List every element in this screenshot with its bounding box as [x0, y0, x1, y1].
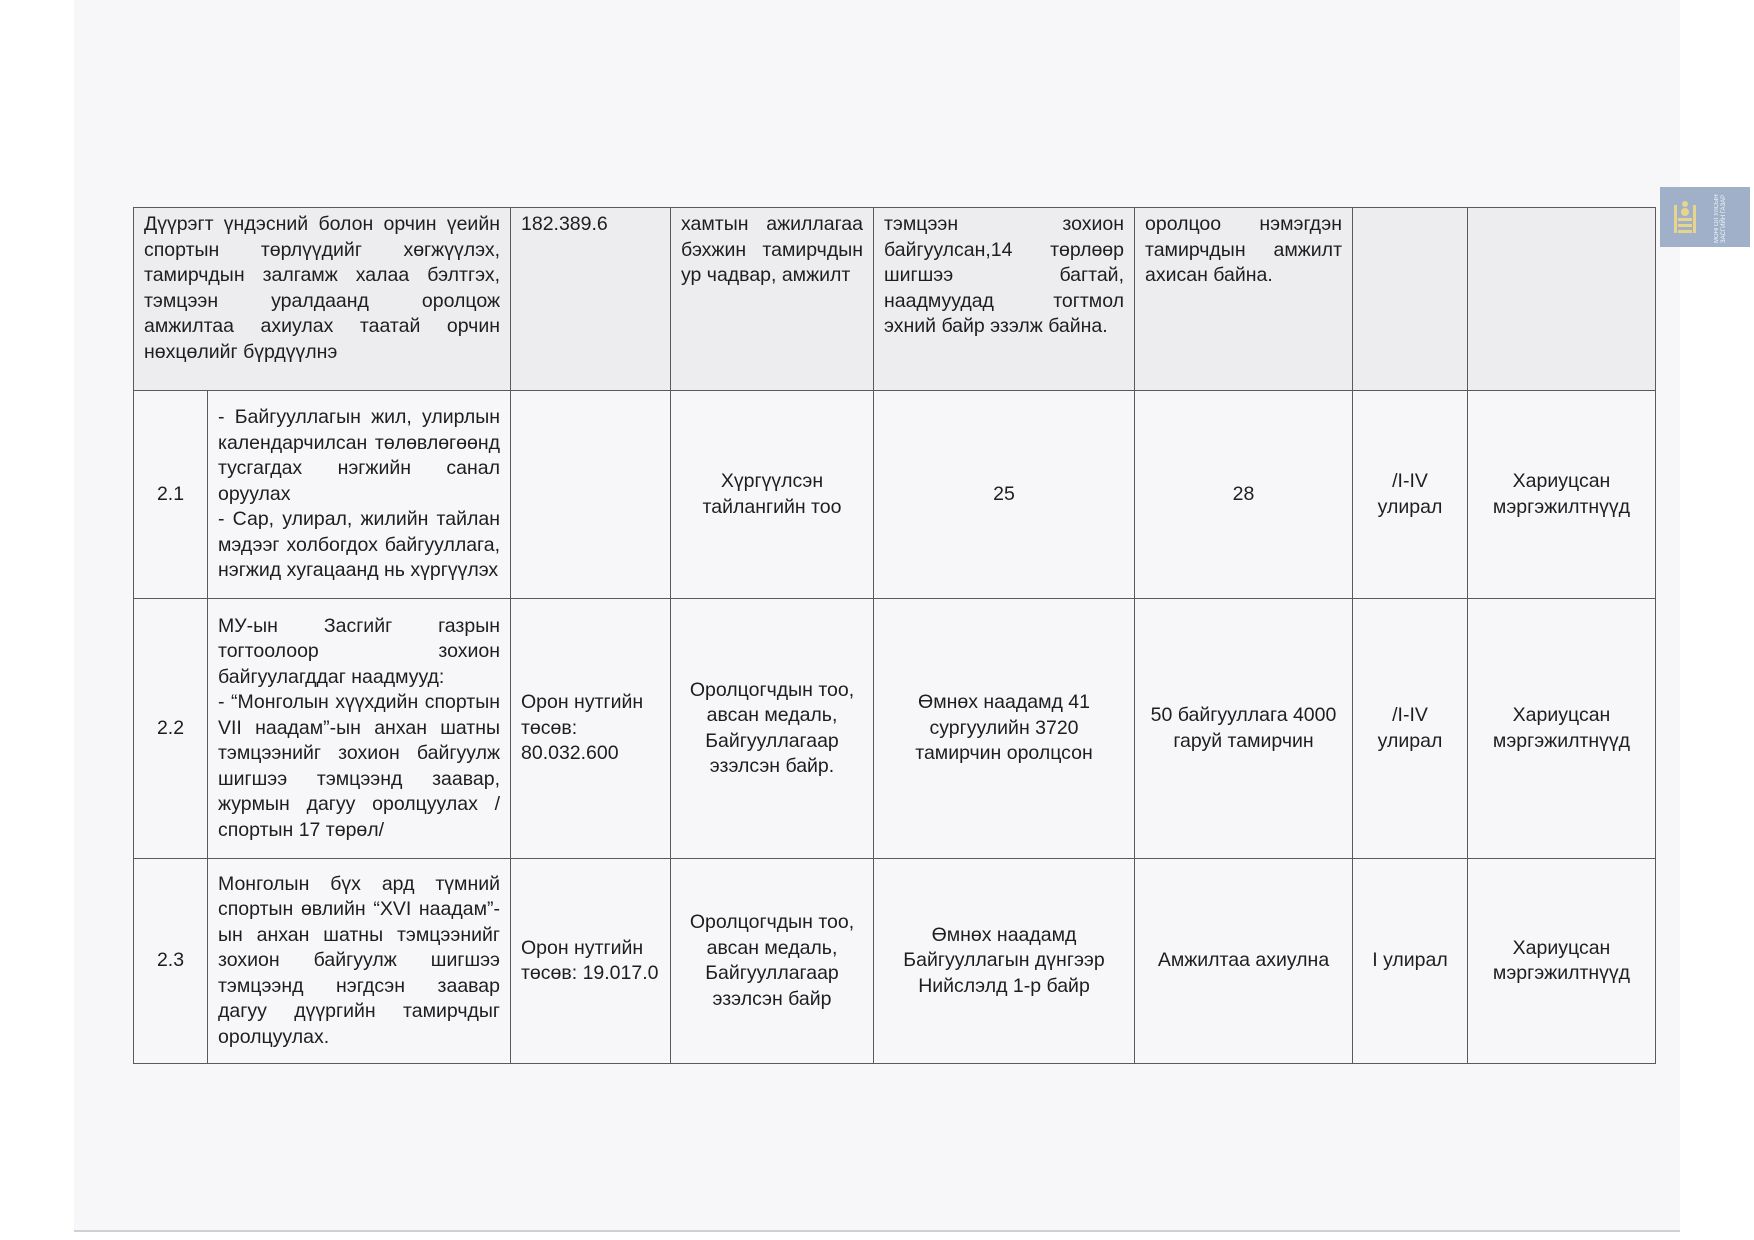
scan-edge-line — [74, 1230, 1680, 1232]
period-cell: /I-IV улирал — [1353, 391, 1468, 599]
budget-cell: Орон нутгийн төсөв: 19.017.0 — [511, 859, 671, 1064]
task-cell: Монголын бүх ард түмний спортын өвлийн “XVI наадам”-ын анхан шатны тэмцээнийг зохион байгуулж шигшээ тэмцээнд нэгдсэн заавар дагуу дүүргийн тамирчдыг оролцуулах. — [208, 859, 511, 1064]
indicator-cell: Хүргүүлсэн тайлангийн тоо — [671, 391, 874, 599]
soyombo-emblem-icon — [1668, 197, 1702, 237]
table-row — [134, 391, 1656, 599]
target-cell: оролцоо нэмэгдэн тамирчдын амжилт ахисан байна. — [1135, 208, 1353, 391]
indicator-cell: Оролцогчдын тоо, авсан медаль, Байгууллагаар эзэлсэн байр. — [671, 599, 874, 859]
baseline-cell: тэмцээн зохион байгуулсан,14 төрлөөр шигшээ багтай, наадмуудад тогтмол эхний байр эзэлж байна. — [874, 208, 1135, 391]
budget-cell — [511, 391, 671, 599]
row-number-cell: 2.3 — [134, 859, 208, 1064]
target-cell: Амжилтаа ахиулна — [1135, 859, 1353, 1064]
plan-table — [133, 207, 1656, 1064]
responsible-cell: Хариуцсан мэргэжилтнүүд — [1468, 391, 1656, 599]
baseline-cell: Өмнөх наадамд Байгууллагын дүнгээр Нийслэлд 1-р байр — [874, 859, 1135, 1064]
task-cell: МУ-ын Засгийг газрын тогтоолоор зохион байгуулагддаг наадмууд: - “Монголын хүүхдийн спортын VII наадам”-ын анхан шатны тэмцээнийг зохион байгуулж шигшээ тэмцээнд заавар, журмын дагуу оролцуулах /спортын 17 төрөл/ — [208, 599, 511, 859]
table-row — [134, 859, 1656, 1064]
baseline-cell: 25 — [874, 391, 1135, 599]
indicator-cell: хамтын ажиллагаа бэхжин тамирчдын ур чадвар, амжилт — [671, 208, 874, 391]
target-cell: 28 — [1135, 391, 1353, 599]
baseline-cell: Өмнөх наадамд 41 сургуулийн 3720 тамирчин оролцсон — [874, 599, 1135, 859]
table-row — [134, 599, 1656, 859]
logo-text: МОНГОЛ УЛСЫН ЗАСГИЙН ГАЗАР — [1714, 194, 1727, 243]
task-cell: - Байгууллагын жил, улирлын календарчилсан төлөвлөгөөнд тусгагдах нэгжийн санал оруулах - Сар, улирал, жилийн тайлан мэдээг холбогдох байгууллага, нэгжид хугацаанд нь хүргүүлэх — [208, 391, 511, 599]
target-cell: 50 байгууллага 4000 гаруй тамирчин — [1135, 599, 1353, 859]
row-number-cell: 2.2 — [134, 599, 208, 859]
indicator-cell: Оролцогчдын тоо, авсан медаль, Байгууллагаар эзэлсэн байр — [671, 859, 874, 1064]
table-row — [134, 208, 1656, 391]
responsible-cell — [1468, 208, 1656, 391]
period-cell: I улирал — [1353, 859, 1468, 1064]
period-cell: /I-IV улирал — [1353, 599, 1468, 859]
budget-cell: Орон нутгийн төсөв: 80.032.600 — [511, 599, 671, 859]
budget-cell: 182.389.6 — [511, 208, 671, 391]
responsible-cell: Хариуцсан мэргэжилтнүүд — [1468, 859, 1656, 1064]
row-number-cell: 2.1 — [134, 391, 208, 599]
task-cell: Дүүрэгт үндэсний болон орчин үеийн спортын төрлүүдийг хөгжүүлэх, тамирчдын залгамж халаа бэлтгэх, тэмцээн уралдаанд оролцож амжилтаа ахиулах таатай орчин нөхцөлийг бүрдүүлнэ — [134, 208, 511, 391]
period-cell — [1353, 208, 1468, 391]
responsible-cell: Хариуцсан мэргэжилтнүүд — [1468, 599, 1656, 859]
government-logo — [1660, 187, 1750, 247]
